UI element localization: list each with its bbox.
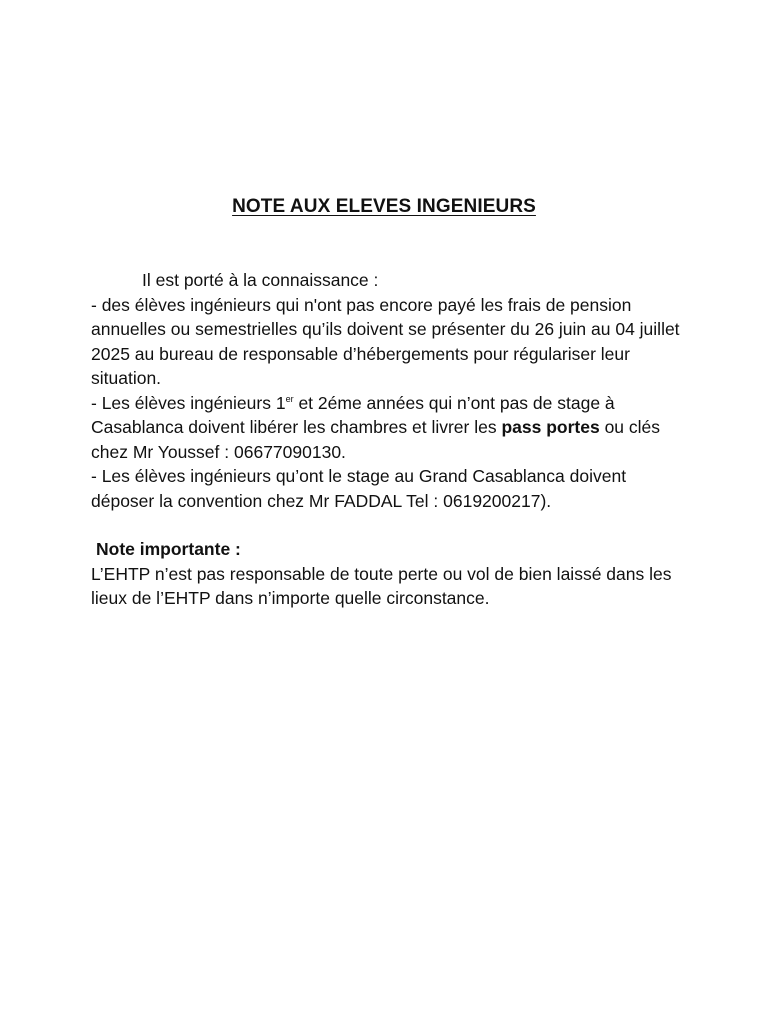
note-text: L’EHTP n’est pas responsable de toute perte ou vol de bien laissé dans les lieux de l’EHTP dans n’importe quelle circonstance.: [91, 563, 672, 608]
item-unpaid-fees: - des élèves ingénieurs qui n'ont pas encore payé les frais de pension annuelles ou semestrielles qu’ils doivent se présenter du 26 juin au 04 juillet 2025 au bureau de responsable d’hébergements pour régulariser leur situation.: [91, 294, 680, 388]
item-room-release: [91, 391, 691, 465]
note-heading: Note importante :: [96, 539, 241, 559]
document-title: NOTE AUX ELEVES INGENIEURS: [232, 196, 536, 217]
intro-line: Il est porté à la connaissance :: [142, 270, 379, 290]
paragraph-gap: [91, 513, 691, 537]
item-room-release-post: ou clés chez Mr Youssef : 06677090130.: [91, 417, 661, 462]
item-internship-convention: - Les élèves ingénieurs qu’ont le stage au Grand Casablanca doivent déposer la convention chez Mr FADDAL Tel : 0619200217).: [91, 466, 627, 511]
document-body: [91, 268, 691, 611]
pass-portes-bold: pass portes: [501, 417, 600, 437]
item-room-release-pre: - Les élèves ingénieurs 1: [91, 392, 286, 413]
item-room-release-mid: et 2éme années qui n’ont pas de stage à Casablanca doivent libérer les chambres et livrer les: [91, 392, 615, 437]
ordinal-superscript: er: [285, 393, 294, 404]
